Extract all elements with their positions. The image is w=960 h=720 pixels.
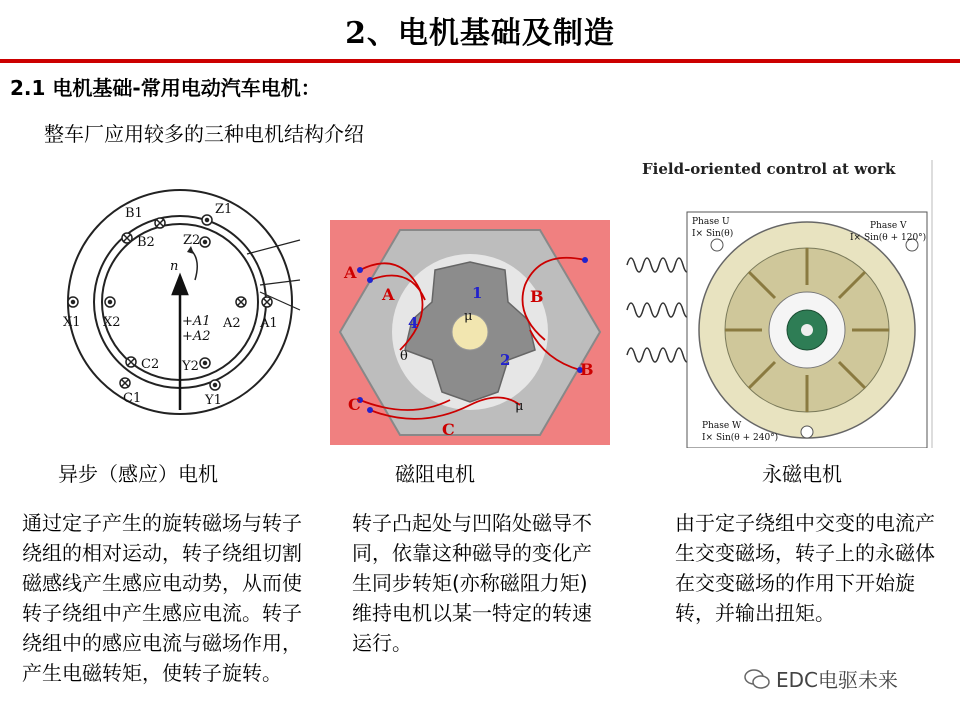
label-c2: C2 [141,357,160,372]
label-plus-a2: +A2 [182,329,211,344]
label-c-inner: C [442,420,455,439]
label-x2: X2 [103,315,121,330]
pm-phase-u: Phase U [692,217,730,227]
caption-pm: 永磁电机 [762,462,842,486]
label-y1: Y1 [205,393,222,408]
label-pole-2: 2 [500,351,511,369]
label-theta: θ [400,349,408,364]
section-subtitle: 2.1 电机基础-常用电动汽车电机： [10,76,321,100]
label-mu-lower: μ [515,399,524,414]
label-mu-center: μ [464,309,473,324]
label-pole-4: 4 [408,314,419,332]
label-pole-1: 1 [472,284,483,302]
pm-phase-v-expr: I× Sin(θ + 120°) [850,233,927,243]
label-c-outer: C [348,395,361,414]
label-n: n [170,259,179,274]
caption-induction: 异步（感应）电机 [58,462,218,486]
label-a2: A2 [223,316,241,331]
label-b-outer: B [580,360,594,379]
label-z1: Z1 [215,202,233,217]
label-b2: B2 [137,235,155,250]
chat-bubble-icon [744,668,770,690]
title-divider [0,59,960,63]
desc-reluctance: 转子凸起处与凹陷处磁导不同，依靠这种磁导的变化产生同步转矩(亦称磁阻力矩) 维持电机以某一特定的转速运行。 [352,511,592,655]
pm-motor-diagram [622,150,938,448]
pm-phase-v: Phase V [870,221,907,231]
label-c1: C1 [123,391,142,406]
label-x1: X1 [63,315,81,330]
label-a-inner: A [382,285,395,304]
label-a-outer: A [344,263,357,282]
label-b-inner: B [530,287,544,306]
page-title: 2、电机基础及制造 [345,16,615,51]
label-plus-a1: +A1 [182,314,211,329]
desc-pm: 由于定子绕组中交变的电流产生交变磁场，转子上的永磁体在交变磁场的作用下开始旋转，并输出扭矩。 [675,511,935,625]
watermark-text: EDC电驱未来 [776,668,899,692]
induction-motor-diagram [55,180,305,425]
watermark [744,664,898,693]
label-y2: Y2 [182,359,199,374]
pm-diagram-heading: Field-oriented control at work [642,160,896,178]
pm-phase-w-expr: I× Sin(θ + 240°) [702,433,779,443]
desc-induction: 通过定子产生的旋转磁场与转子绕组的相对运动，转子绕组切割磁感线产生感应电动势，从而使转子绕组中产生感应电流。转子绕组中的感应电流与磁场作用，产生电磁转矩，使转子旋转。 [22,511,302,685]
label-a1: A1 [260,316,278,331]
pm-phase-w: Phase W [702,421,742,431]
label-z2: Z2 [183,233,201,248]
label-b1: B1 [125,206,143,221]
pm-phase-u-expr: I× Sin(θ) [692,229,734,239]
caption-reluctance: 磁阻电机 [395,462,475,486]
reluctance-motor-diagram [330,220,610,445]
intro-text: 整车厂应用较多的三种电机结构介绍 [44,122,364,146]
